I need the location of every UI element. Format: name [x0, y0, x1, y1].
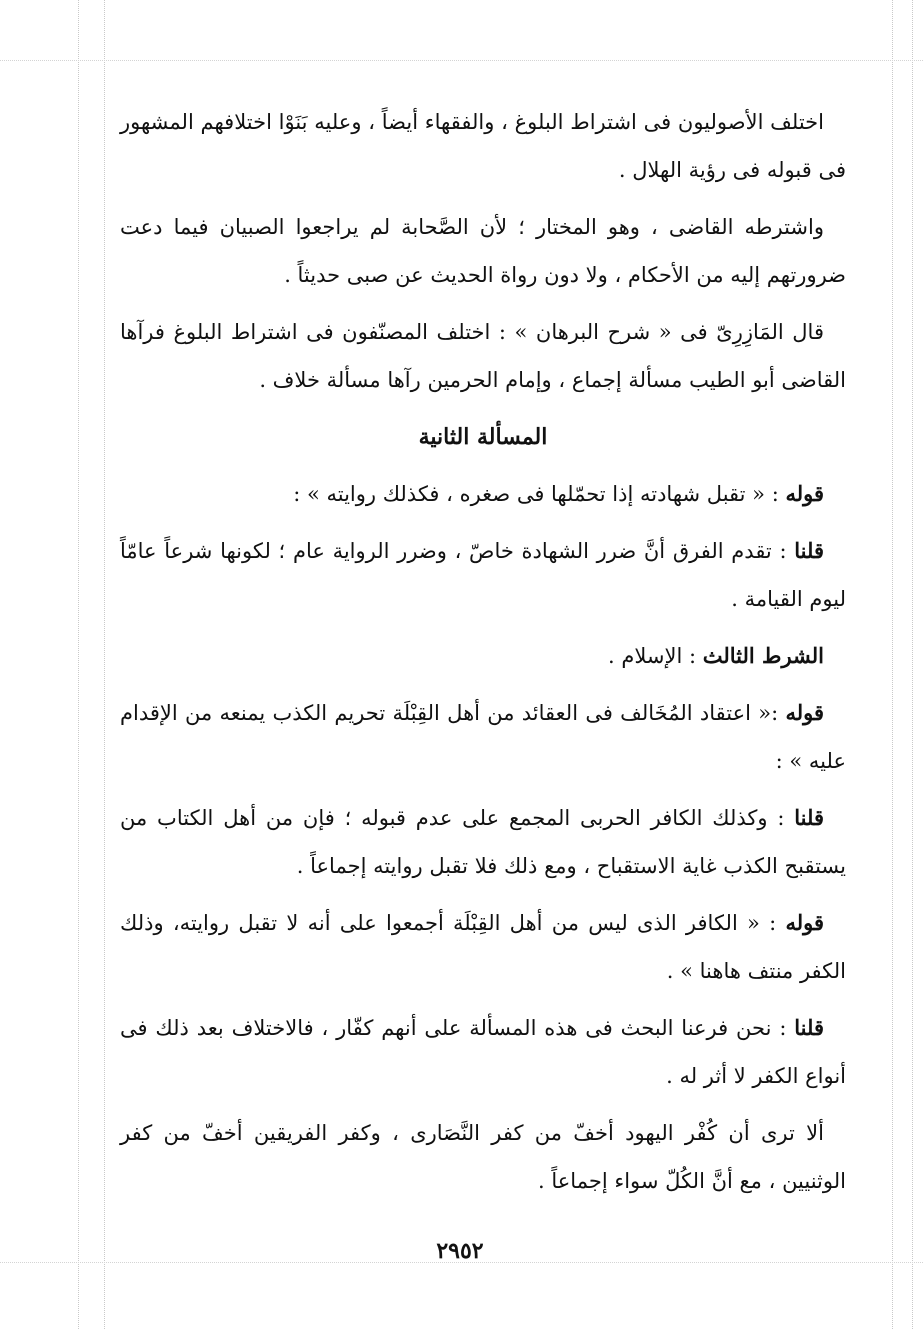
paragraph-lead: قوله — [785, 910, 824, 935]
body-text — [120, 98, 846, 1214]
paragraph-body: : « تقبل شهادته إذا تحمّلها فى صغره ، فكذلك روايته » : — [293, 482, 786, 506]
paragraph — [120, 527, 846, 623]
paragraph — [120, 1004, 846, 1100]
page-number: ٢٩٥٢ — [436, 1238, 484, 1264]
paragraph-lead: قلنا — [794, 805, 824, 830]
paragraph — [120, 899, 846, 995]
paragraph — [120, 632, 846, 680]
paragraph-body: : « الكافر الذى ليس من أهل القِبْلَة أجمعوا على أنه لا تقبل روايته، وذلك الكفر منتف هاهنا » . — [120, 911, 846, 983]
paragraph-body: : تقدم الفرق أنَّ ضرر الشهادة خاصّ ، وضرر الرواية عام ؛ لكونها شرعاً عامّاً ليوم القيامة . — [120, 539, 846, 611]
scan-guide-line — [104, 0, 105, 1329]
scan-guide-line — [912, 0, 913, 1329]
paragraph: قال المَازِرِىّ فى « شرح البرهان » : اختلف المصنّفون فى اشتراط البلوغ فرآها القاضى أبو الطيب مسألة إجماع ، وإمام الحرمين رآها مسألة خلاف . — [120, 320, 846, 392]
paragraph — [120, 470, 846, 518]
scan-guide-line — [0, 60, 923, 61]
paragraph-lead: قلنا — [794, 1015, 824, 1040]
paragraph-body: : وكذلك الكافر الحربى المجمع على عدم قبوله ؛ فإن من أهل الكتاب من يستقبح الكذب غاية الاستقباح ، ومع ذلك فلا تقبل روايته إجماعاً . — [120, 806, 846, 878]
paragraph — [120, 794, 846, 890]
paragraph-body: : نحن فرعنا البحث فى هذه المسألة على أنهم كفّار ، فالاختلاف بعد ذلك فى أنواع الكفر لا أثر له . — [120, 1016, 846, 1088]
paragraph-lead: قوله — [785, 481, 824, 506]
paragraph-body: :« اعتقاد المُخَالف فى العقائد من أهل القِبْلَة تحريم الكذب يمنعه من الإقدام عليه » : — [120, 701, 846, 773]
paragraph-body: : الإسلام . — [608, 644, 703, 668]
paragraph: اختلف الأصوليون فى اشتراط البلوغ ، والفقهاء أيضاً ، وعليه بَنَوْا اختلافهم المشهور فى قبوله فى رؤية الهلال . — [120, 110, 846, 182]
scan-guide-line — [78, 0, 79, 1329]
paragraph-lead: قلنا — [794, 538, 824, 563]
paragraph: ألا ترى أن كُفْر اليهود أخفّ من كفر النَّصَارى ، وكفر الفريقين أخفّ من كفر الوثنيين ، مع أنَّ الكُلّ سواء إجماعاً . — [120, 1121, 846, 1193]
section-heading: المسألة الثانية — [418, 424, 548, 450]
paragraph — [120, 689, 846, 785]
scan-guide-line — [892, 0, 893, 1329]
paragraph-lead: قوله — [785, 700, 824, 725]
paragraph: واشترطه القاضى ، وهو المختار ؛ لأن الصَّحابة لم يراجعوا الصبيان فيما دعت ضرورتهم إليه من الأحكام ، ولا دون رواة الحديث عن صبى حديثاً . — [120, 215, 846, 287]
paragraph-lead: الشرط الثالث — [702, 643, 824, 668]
